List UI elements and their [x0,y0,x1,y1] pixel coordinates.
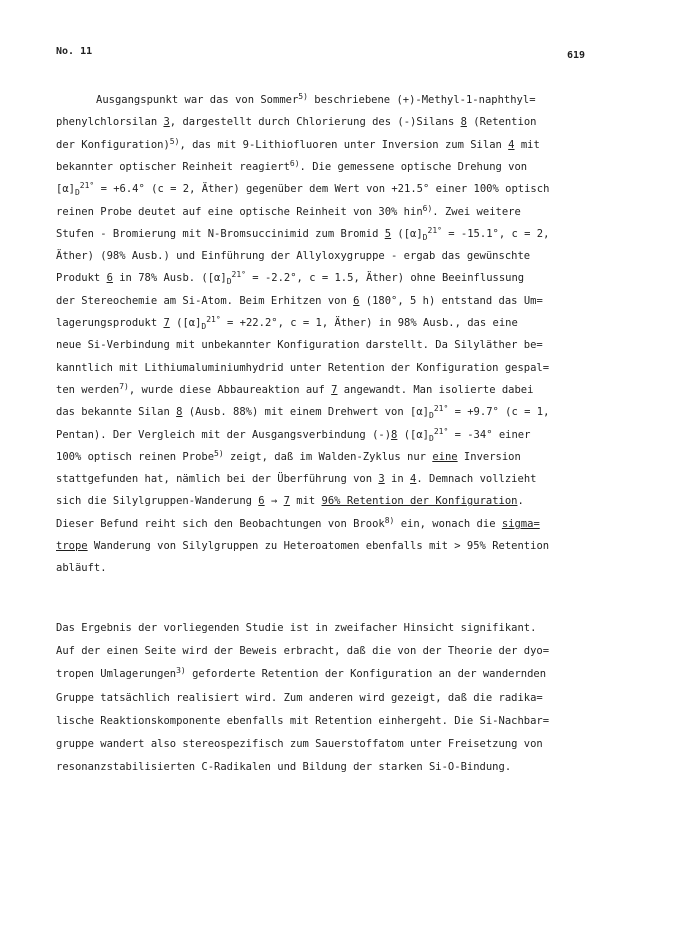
text-line [56,562,107,574]
text-line [56,761,511,773]
text-line [56,715,549,727]
text-segment: Inversion [457,450,521,463]
text-segment: Dieser Befund reiht sich den Beobachtungen von Brook [56,517,385,530]
text-segment: lagerungsprodukt [56,317,164,329]
text-line [56,270,525,287]
text-segment: ten werden [56,383,120,396]
text-segment: 5 [384,227,392,240]
text-segment: D [422,232,428,242]
text-line [56,515,540,530]
text-segment: kanntlich mit Lithiumaluminiumhydrid unter Retention der Konfiguration gespal= [56,361,550,374]
text-segment: reinen Probe deutet auf eine optische Reinheit von 30% hin [56,205,423,218]
text-segment: der Stereochemie am Si-Atom. Beim Erhitzen von [56,294,354,307]
text-segment: Ausgangspunkt war das von Sommer [96,94,299,106]
text-line [56,692,543,704]
text-segment: 21° [433,426,449,436]
text-segment: 4 [508,138,515,151]
text-line [56,203,521,218]
text-segment: geforderte Retention der Konfiguration an der wandernden [185,668,547,681]
text-line [56,426,531,443]
text-segment: (Ausb. 88%) mit einem Drehwert von [α] [182,406,429,419]
text-segment: in [384,473,411,486]
text-segment: zeigt, daß im Walden-Zyklus nur [223,450,433,463]
text-segment: 8 [460,116,467,129]
text-segment: 5) [214,448,224,458]
text-segment: 5) [298,92,308,101]
text-segment: sigma= [501,517,540,530]
text-segment: ([α] [397,428,429,441]
text-line [56,317,518,329]
text-segment: 21° [433,404,449,414]
text-segment: ([α] [391,227,423,240]
text-segment: 21° [79,181,95,191]
text-segment: → [264,495,284,508]
text-segment: = +6.4° (c = 2, Äther) gegenüber dem Wert von +21.5° einer 100% optisch [94,183,550,196]
text-segment: 6 [353,294,360,307]
text-segment: 8 [176,406,183,419]
text-segment: tropen Umlagerungen [56,668,177,681]
text-segment: 8 [391,428,398,441]
text-segment: [α] [56,183,75,196]
text-segment: Das Ergebnis der vorliegenden Studie ist in zweifacher Hinsicht signifikant. [56,622,537,634]
text-segment: 8) [384,515,395,525]
text-segment: Wanderung von Silylgruppen zu Heteroatomen ebenfalls mit > 95% Retention [87,540,550,552]
text-line [56,540,549,552]
text-segment: gruppe wandert also stereospezifisch zum Sauerstoffatom unter Freisetzung von [56,738,543,750]
text-segment: eine [432,450,458,463]
text-segment: D [201,322,207,331]
text-segment: (180°, 5 h) entstand das Um= [359,294,543,307]
text-segment: das bekannte Silan [56,406,177,419]
text-segment: 5) [169,136,180,146]
text-segment: beschriebene (+)-Methyl-1-naphthyl= [307,94,536,106]
text-line [56,225,550,242]
text-segment: bekannter optischer Reinheit reagiert [56,160,290,173]
text-segment: 100% optisch reinen Probe [56,450,215,463]
text-segment: . Demnach vollzieht [416,473,537,486]
text-line [56,295,543,307]
text-segment: = +22.2°, c = 1, Äther) in 98% Ausb., das eine [220,317,518,329]
text-segment: = -34° einer [448,428,531,441]
text-segment: ([α] [169,317,202,329]
text-segment: Äther) (98% Ausb.) und Einführung der Allyloxygruppe - ergab das gewünschte [56,250,531,263]
text-segment: 3 [378,473,385,486]
text-line [56,404,550,421]
text-segment: ein, wonach die [394,517,502,530]
text-segment: = -2.2°, c = 1.5, Äther) ohne Beeinflussung [245,272,525,285]
text-line [56,473,536,485]
text-line [56,339,543,351]
text-segment: D [226,277,232,287]
text-segment: , dargestellt durch Chlorierung des (-)Silans [169,116,461,129]
text-segment: 6 [106,272,113,285]
text-line [56,181,550,198]
text-segment: trope [56,540,88,552]
text-segment: 7 [331,383,338,396]
text-line [56,116,536,128]
text-line [56,136,540,151]
text-segment: der Konfiguration) [56,138,170,151]
text-segment: neue Si-Verbindung mit unbekannter Konfiguration darstellt. Da Silyläther be= [56,339,543,352]
text-segment: , das mit 9-Lithiofluoren unter Inversion zum Silan [179,138,509,151]
text-segment: (Retention [466,116,537,129]
text-segment: . [517,495,524,508]
text-segment: 3 [163,116,170,129]
text-segment: phenylchlorsilan [56,116,164,129]
page-number: 619 [567,50,586,61]
text-segment: = -15.1°, c = 2, [441,227,550,240]
text-segment: sich die Silylgruppen-Wanderung [56,495,259,508]
text-segment: Pentan). Der Vergleich mit der Ausgangsverbindung (-) [56,428,392,441]
text-segment: 4 [410,473,417,486]
text-segment: lische Reaktionskomponente ebenfalls mit Retention einhergeht. Die Si-Nachbar= [56,714,550,727]
text-line [56,448,521,463]
text-segment: D [428,433,434,443]
journal-issue-number: No. 11 [56,46,93,57]
text-segment: mit [514,138,540,151]
text-segment: 6 [258,495,265,508]
text-line [56,738,543,750]
text-line [56,381,534,396]
text-segment: D [74,188,80,198]
text-segment: angewandt. Man isolierte dabei [337,383,534,396]
text-segment: stattgefunden hat, nämlich bei der Überführung von [56,473,379,486]
text-segment: D [428,411,434,421]
text-segment: Gruppe tatsächlich realisiert wird. Zum anderen wird gezeigt, daß die radika= [56,691,543,704]
text-segment: 3) [176,666,186,676]
text-line [56,645,549,657]
text-segment: in 78% Ausb. ([α] [112,272,227,285]
text-segment: 21° [427,225,442,235]
text-line [56,495,524,507]
text-segment: 7 [283,495,290,508]
text-segment: 6) [422,203,433,213]
text-line [56,622,536,634]
text-segment: = +9.7° (c = 1, [448,406,550,419]
text-segment: mit [289,495,322,508]
text-segment: Auf der einen Seite wird der Beweis erbracht, daß die von der Theorie der dyo= [56,645,550,658]
text-segment: , wurde diese Abbaureaktion auf [128,383,332,396]
text-segment: 7 [163,317,170,329]
text-line [56,668,546,680]
text-segment: 7) [119,381,129,391]
text-segment: Produkt [56,272,107,285]
text-segment: resonanzstabilisierten C-Radikalen und Bildung der starken Si-O-Bindung. [56,761,512,774]
text-segment: . Die gemessene optische Drehung von [299,160,528,173]
text-line [56,250,530,262]
text-segment: Stufen - Bromierung mit N-Bromsuccinimid zum Bromid [56,227,385,240]
text-segment: 96% Retention der Konfiguration [321,495,518,508]
text-segment: 6) [289,158,300,168]
text-line [96,94,536,106]
text-segment: 21° [231,270,246,280]
text-segment: . Zwei weitere [432,205,521,218]
text-line [56,362,549,374]
text-line [56,158,528,173]
text-segment: 21° [206,315,221,324]
text-segment: abläuft. [56,562,107,575]
